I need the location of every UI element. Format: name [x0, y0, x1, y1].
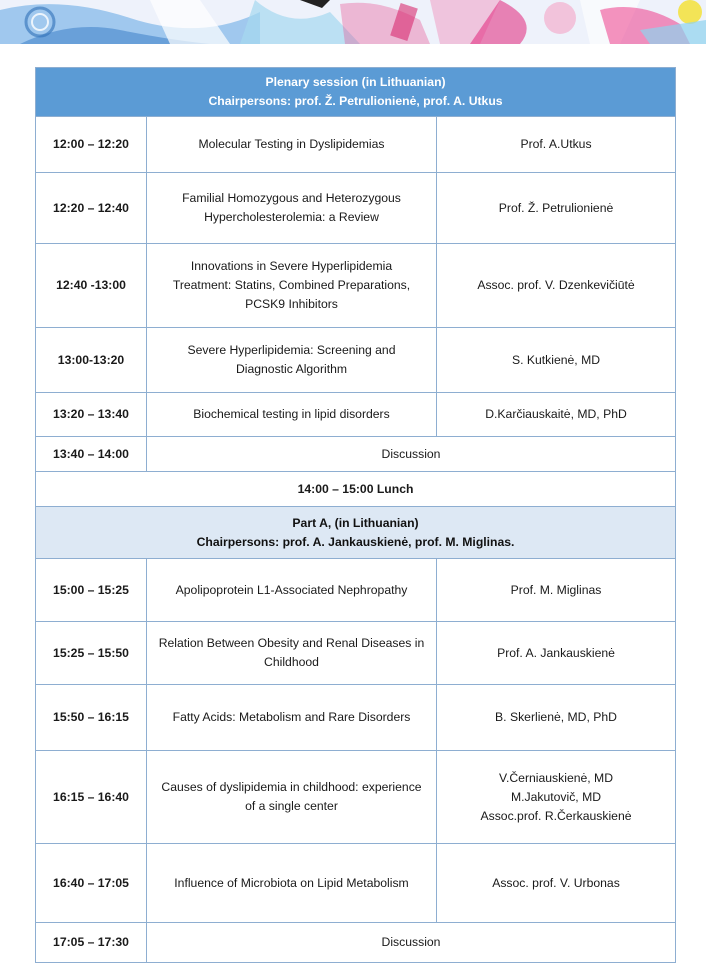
- session-speaker: [437, 685, 676, 751]
- session-speaker: [437, 622, 676, 685]
- session-time: 13:20 – 13:40: [36, 393, 147, 437]
- part-a-header: [36, 507, 676, 559]
- speaker-line: B. Skerlienė, MD, PhD: [495, 710, 617, 724]
- session-topic: [147, 393, 437, 437]
- speaker-line: S. Kutkienė, MD: [511, 352, 601, 367]
- speaker-line: M.Jakutovič, MD: [510, 789, 602, 804]
- part-a-title: Part A, (in Lithuanian): [292, 515, 419, 530]
- session-topic: [147, 751, 437, 844]
- part-a-header-row: [36, 507, 676, 559]
- topic-line: Causes of dyslipidemia in childhood: experience: [161, 780, 422, 794]
- speaker-line: D.Karčiauskaitė, MD, PhD: [485, 407, 627, 421]
- topic-line: Severe Hyperlipidemia: Screening and: [187, 343, 396, 357]
- session-topic: [147, 328, 437, 393]
- topic-line: Influence of Microbiota on Lipid Metabolism: [174, 875, 409, 890]
- table-row: [36, 328, 676, 393]
- session-time: 15:25 – 15:50: [36, 622, 147, 685]
- speaker-line: Prof. A.Utkus: [520, 137, 592, 151]
- session-time: 13:40 – 14:00: [36, 437, 147, 472]
- speaker-line: Assoc.prof. R.Čerkauskienė: [480, 808, 632, 823]
- session-speaker: [437, 393, 676, 437]
- topic-line: Biochemical testing in lipid disorders: [193, 407, 390, 421]
- topic-line: PCSK9 Inhibitors: [245, 297, 338, 311]
- session-time: 17:05 – 17:30: [36, 923, 147, 963]
- topic-line: of a single center: [245, 799, 338, 813]
- table-row: [36, 173, 676, 244]
- session-topic: [147, 844, 437, 923]
- session-time: 15:50 – 16:15: [36, 685, 147, 751]
- topic-line: Hypercholesterolemia: a Review: [204, 210, 379, 224]
- topic-line: Molecular Testing in Dyslipidemias: [198, 137, 385, 151]
- lunch-label: 14:00 – 15:00 Lunch: [36, 472, 676, 507]
- plenary-header: [36, 68, 676, 117]
- session-time: 12:40 -13:00: [36, 244, 147, 328]
- session-speaker: [437, 244, 676, 328]
- discussion-label: Discussion: [147, 923, 676, 963]
- speaker-line: Assoc. prof. V. Dzenkevičiūtė: [477, 278, 635, 292]
- topic-line: Familial Homozygous and Heterozygous: [182, 191, 401, 205]
- session-time: 16:15 – 16:40: [36, 751, 147, 844]
- table-row: [36, 559, 676, 622]
- program-table: [35, 67, 676, 963]
- table-row: [36, 393, 676, 437]
- table-row: [36, 685, 676, 751]
- session-speaker: [437, 117, 676, 173]
- session-topic: [147, 559, 437, 622]
- session-topic: [147, 244, 437, 328]
- session-topic: [147, 685, 437, 751]
- topic-line: Diagnostic Algorithm: [235, 362, 348, 376]
- topic-line: Treatment: Statins, Combined Preparations,: [172, 278, 411, 292]
- plenary-header-row: [36, 68, 676, 117]
- session-topic: [147, 622, 437, 685]
- plenary-chairs: Chairpersons: prof. Ž. Petrulionienė, prof. A. Utkus: [208, 94, 503, 108]
- plenary-title: Plenary session (in Lithuanian): [265, 75, 446, 89]
- table-row: [36, 844, 676, 923]
- speaker-line: Prof. A. Jankauskienė: [497, 645, 615, 660]
- decorative-banner: [0, 0, 706, 44]
- session-time: 12:00 – 12:20: [36, 117, 147, 173]
- session-time: 13:00-13:20: [36, 328, 147, 393]
- session-speaker: [437, 844, 676, 923]
- discussion-row: [36, 437, 676, 472]
- speaker-line: V.Černiauskienė, MD: [498, 770, 614, 785]
- part-a-chairs: Chairpersons: prof. A. Jankauskienė, prof. M. Miglinas.: [196, 534, 515, 549]
- topic-line: Fatty Acids: Metabolism and Rare Disorders: [172, 710, 411, 724]
- table-row: [36, 244, 676, 328]
- session-speaker: [437, 328, 676, 393]
- session-time: 15:00 – 15:25: [36, 559, 147, 622]
- session-speaker: [437, 751, 676, 844]
- lunch-row: [36, 472, 676, 507]
- session-speaker: [437, 173, 676, 244]
- discussion-label: Discussion: [147, 437, 676, 472]
- session-time: 16:40 – 17:05: [36, 844, 147, 923]
- table-row: [36, 622, 676, 685]
- banner-artwork-icon: [0, 0, 706, 44]
- session-topic: [147, 173, 437, 244]
- table-row: [36, 117, 676, 173]
- topic-line: Relation Between Obesity and Renal Diseases in: [158, 636, 425, 650]
- speaker-line: Assoc. prof. V. Urbonas: [492, 875, 620, 890]
- topic-line: Childhood: [264, 655, 319, 669]
- session-speaker: [437, 559, 676, 622]
- speaker-line: Prof. M. Miglinas: [510, 582, 602, 597]
- table-row: [36, 751, 676, 844]
- topic-line: Apolipoprotein L1-Associated Nephropathy: [175, 582, 408, 597]
- topic-line: Innovations in Severe Hyperlipidemia: [190, 259, 393, 273]
- discussion-row: [36, 923, 676, 963]
- session-topic: [147, 117, 437, 173]
- speaker-line: Prof. Ž. Petrulionienė: [498, 200, 614, 215]
- session-time: 12:20 – 12:40: [36, 173, 147, 244]
